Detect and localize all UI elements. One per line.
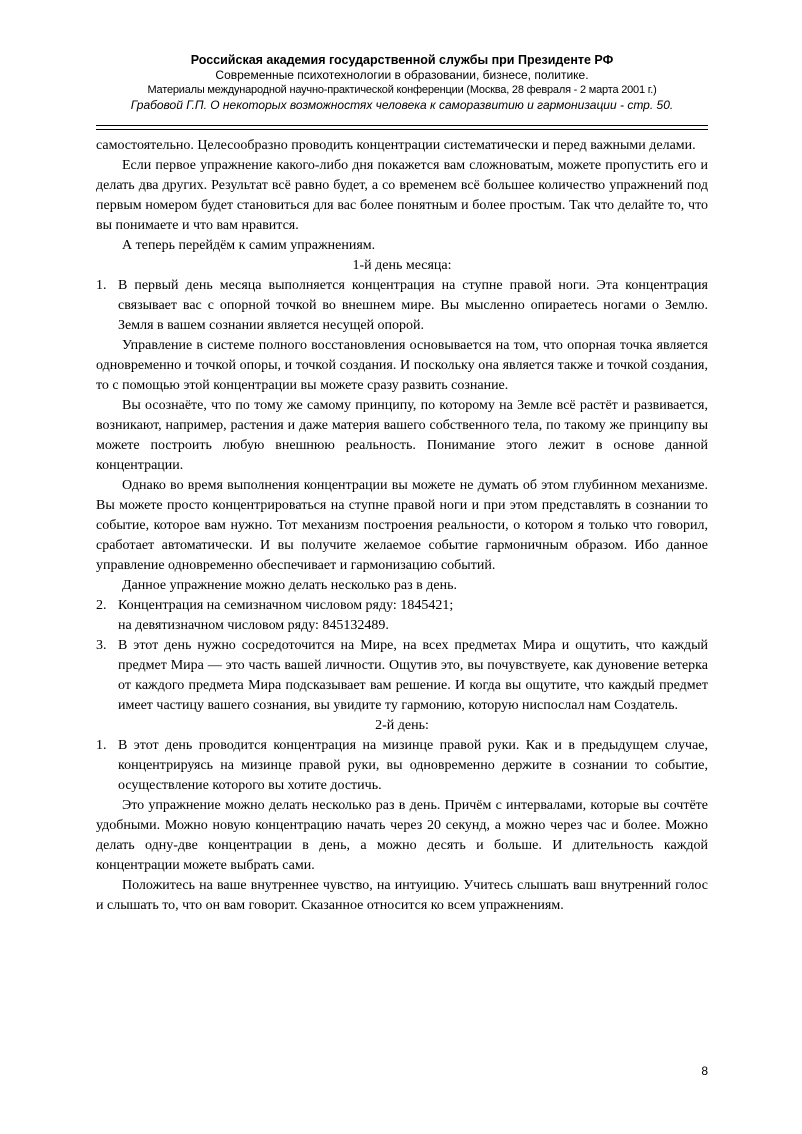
- list-item: [96, 276, 708, 336]
- paragraph: самостоятельно. Целесообразно проводить концентрации систематически и перед важными делами.: [96, 138, 696, 153]
- paragraph: Если первое упражнение какого-либо дня покажется вам сложноватым, можете пропустить его и делать два других. Результат всё равно будет, а со временем всё большее количество упражнений под первым номером будет становиться для вас более понятным и более простым. Так что делайте то, что вы понимаете и что вам нравится.: [96, 158, 708, 233]
- list-item-text: В этот день проводится концентрация на мизинце правой руки. Как и в предыдущем случае, концентрируясь на мизинце правой руки, вы одновременно держите в сознании то событие, осуществление которого вы хотите достичь.: [118, 738, 708, 793]
- header-rule-bottom: [96, 129, 708, 130]
- page-header: [96, 52, 708, 113]
- list-item-number: 2.: [96, 598, 107, 613]
- header-institution: Российская академия государственной службы при Президенте РФ: [190, 53, 614, 67]
- paragraph: Это упражнение можно делать несколько раз в день. Причём с интервалами, которые вы сочтёте удобными. Можно новую концентрацию начать через 20 секунд, а можно через час и более. Можно делать одну-две концентрации в день, а можно десять и больше. И длительность каждой концентрации можете выбрать сами.: [96, 798, 708, 873]
- list-item-number: 3.: [96, 638, 107, 653]
- list-item-number: 1.: [96, 278, 107, 293]
- day-1-heading: 1-й день месяца:: [352, 258, 452, 273]
- paragraph: Вы осознаёте, что по тому же самому принципу, по которому на Земле всё растёт и развивается, возникают, например, растения и даже материя вашего собственного тела, по такому же принципу вы можете построить любую внешнюю реальность. Понимание этого лежит в основе данной концентрации.: [96, 398, 708, 473]
- day-2-heading: 2-й день:: [375, 718, 429, 733]
- header-article-reference: Грабовой Г.П. О некоторых возможностях человека к саморазвитию и гармонизации - стр. 50.: [130, 98, 674, 112]
- header-conference-title: Современные психотехнологии в образовании, бизнесе, политике.: [215, 68, 589, 82]
- list-item-number: 1.: [96, 738, 107, 753]
- list-item-text: В первый день месяца выполняется концентрация на ступне правой ноги. Эта концентрация связывает вас с опорной точкой во внешнем мире. Вы мысленно опираетесь ногами о Землю. Земля в вашем сознании является несущей опорой.: [118, 278, 708, 333]
- paragraph: Данное упражнение можно делать несколько раз в день.: [122, 578, 457, 593]
- list-item-continuation: на девятизначном числовом ряду: 845132489.: [118, 618, 389, 633]
- list-item: [96, 596, 708, 616]
- header-rule-top: [96, 125, 708, 126]
- list-item-text: Концентрация на семизначном числовом ряду: 1845421;: [118, 598, 454, 613]
- page-number: 8: [701, 1064, 708, 1078]
- document-body: [96, 136, 708, 916]
- paragraph: Управление в системе полного восстановления основывается на том, что опорная точка является одновременно и точкой опоры, и точкой создания. И поскольку она является также и точкой создания, то с помощью этой концентрации вы можете сразу развить сознание.: [96, 338, 708, 393]
- paragraph: Однако во время выполнения концентрации вы можете не думать об этом глубинном механизме. Вы можете просто концентрироваться на ступне правой ноги и при этом представлять в сознании то событие, которое вам нужно. Тот механизм построения реальности, о котором я только что говорил, сработает автоматически. И вы получите желаемое событие гармоничным образом. Ибо данное управление одновременно обеспечивает и гармонизацию событий.: [96, 478, 708, 573]
- paragraph: А теперь перейдём к самим упражнениям.: [122, 238, 376, 253]
- list-item: [96, 736, 708, 796]
- header-conference-details: Материалы международной научно-практической конференции (Москва, 28 февраля - 2 марта 2001 г.): [147, 84, 657, 96]
- paragraph: Положитесь на ваше внутреннее чувство, на интуицию. Учитесь слышать ваш внутренний голос и слышать то, что он вам говорит. Сказанное относится ко всем упражнениям.: [96, 878, 708, 913]
- list-item-text: В этот день нужно сосредоточится на Мире, на всех предметах Мира и ощутить, что каждый предмет Мира — это часть вашей личности. Ощутив это, вы почувствуете, как дуновение ветерка от каждого предмета Мира подсказывает вам решение. И когда вы ощутите, что каждый предмет имеет частицу вашего сознания, вы увидите ту гармонию, которую ниспослал нам Создатель.: [118, 638, 708, 713]
- list-item: [96, 636, 708, 716]
